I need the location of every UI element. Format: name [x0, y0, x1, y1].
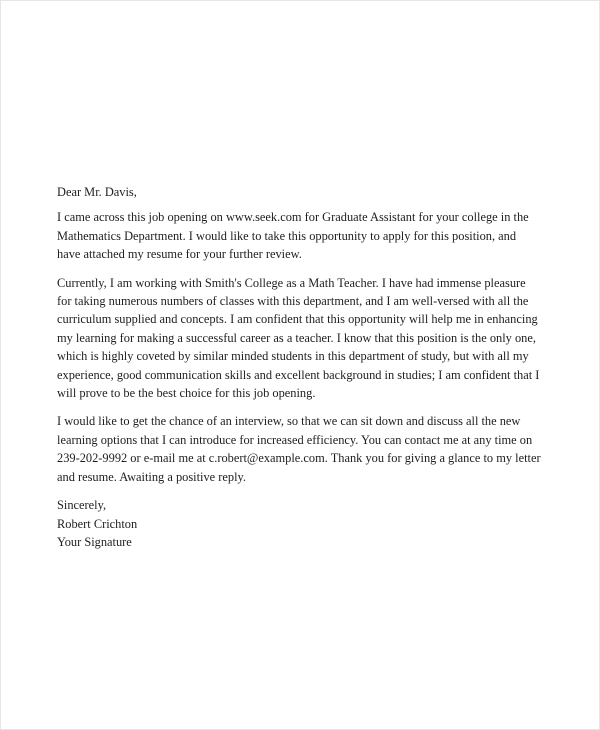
paragraph-experience: Currently, I am working with Smith's College as a Math Teacher. I have had immense pleasure for taking numerous numbers of classes with this department, and I am well-versed with all the curriculum supplied and concepts. I am confident that this opportunity will help me in enhancing my learning for making a successful career as a teacher. I know that this position is the only one, which is highly coveted by similar minded students in this department of study, but with all my experience, good communication skills and excellent background in studies; I am confident that I will prove to be the best choice for this job opening. — [57, 275, 540, 401]
cover-letter — [57, 183, 542, 551]
closing-block — [57, 496, 542, 551]
closing-phrase: Sincerely, — [57, 498, 107, 513]
paragraph-introduction: I came across this job opening on www.seek.com for Graduate Assistant for your college in the Mathematics Department. I would like to take this opportunity to apply for this position, and have attached my resume for your further review. — [57, 210, 529, 262]
sender-name: Robert Crichton — [57, 516, 138, 531]
salutation: Dear Mr. Davis, — [57, 185, 137, 199]
paragraph-contact: I would like to get the chance of an interview, so that we can sit down and discuss all the new learning options that I can introduce for increased efficiency. You can contact me at any time on 239-202-9992 or e-mail me at c.robert@example.com. Thank you for giving a glance to my letter and resume. Awaiting a positive reply. — [57, 414, 541, 484]
signature-line: Your Signature — [57, 534, 132, 549]
